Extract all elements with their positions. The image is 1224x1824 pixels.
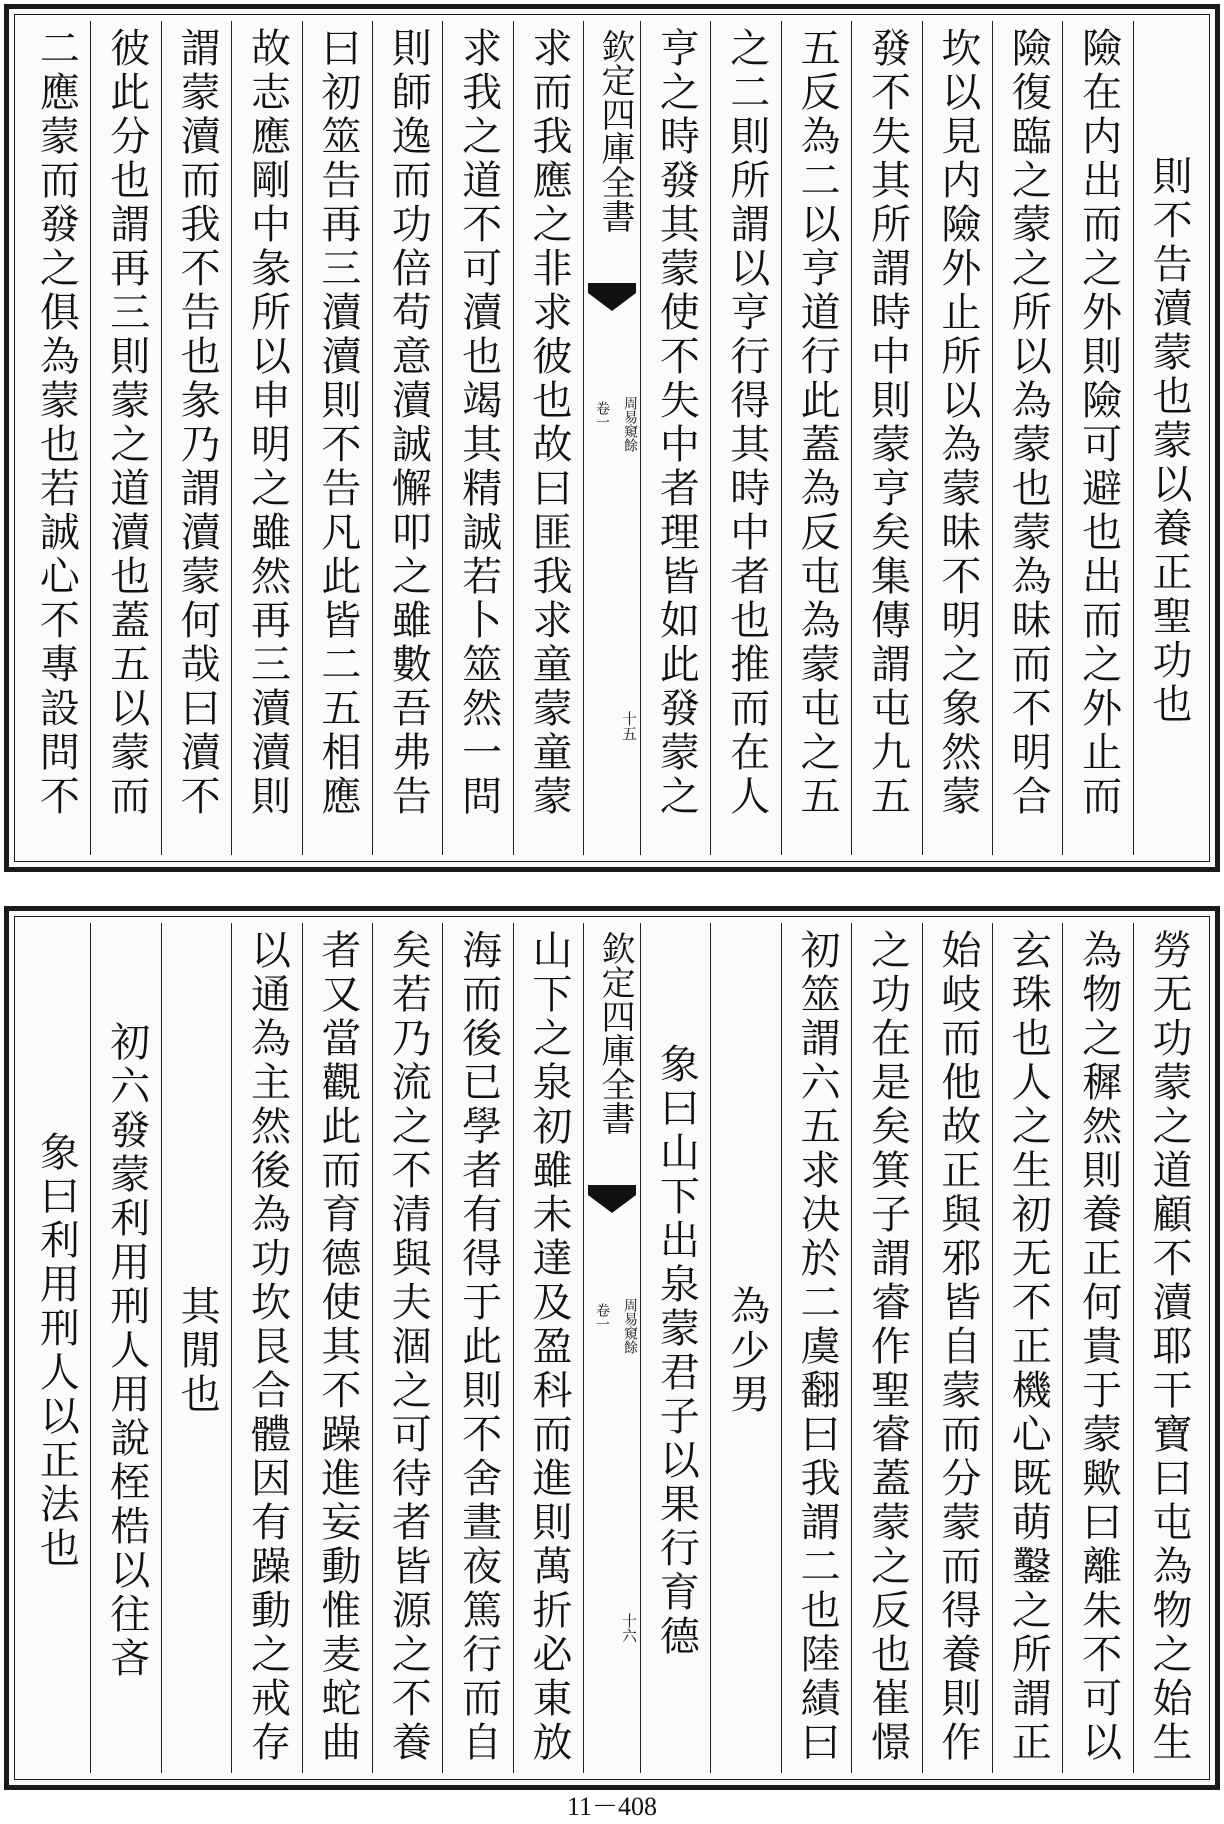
top-page-columns [21, 21, 1203, 855]
column-text: 勞无功蒙之道顧不瀆耶干寶曰屯為物之始生 [1146, 929, 1192, 1765]
text-column [1062, 21, 1132, 855]
text-column [231, 21, 301, 855]
column-text: 發不失其所謂時中則蒙亨矣集傳謂屯九五 [864, 27, 911, 819]
juan-label: 卷一 [594, 401, 610, 429]
column-text: 亨之時發其蒙使不失中者理皆如此發蒙之 [653, 27, 700, 819]
text-column [442, 923, 512, 1773]
column-text: 以通為主然後為功坎艮合體因有躁動之戒存 [244, 929, 291, 1765]
text-column [90, 21, 160, 855]
text-column [1133, 923, 1203, 1773]
text-column [992, 923, 1062, 1773]
text-column [90, 923, 160, 1773]
column-text: 彼此分也謂再三則蒙之道瀆也蓋五以蒙而 [103, 27, 150, 819]
column-text: 為少男 [723, 1285, 770, 1417]
column-text: 始岐而他故正與邪皆自蒙而分蒙而得養則作 [934, 929, 981, 1765]
column-text: 山下之泉初雖未達及盈科而進則萬折必東放 [526, 929, 572, 1765]
text-column [922, 21, 992, 855]
column-text: 曰初筮告再三瀆瀆則不告凡此皆二五相應 [314, 27, 361, 819]
column-text: 謂蒙瀆而我不告也彖乃謂瀆蒙何哉曰瀆不 [174, 27, 221, 819]
center-fold-column [583, 923, 640, 1773]
center-fold-column [583, 21, 640, 855]
column-text: 初筮謂六五求决於二虞翻曰我謂二也陸績曰 [794, 929, 841, 1765]
text-column [161, 21, 231, 855]
column-text: 則師逸而功倍苟意瀆誠懈叩之雖數吾弗告 [385, 27, 432, 819]
column-text: 為物之穉然則養正何貴于蒙歟曰離朱不可以 [1075, 929, 1122, 1765]
column-text: 其閒也 [174, 1285, 221, 1417]
text-column [21, 21, 90, 855]
text-column [302, 923, 372, 1773]
column-text: 之二則所謂以亨行得其時中者也推而在人 [723, 27, 770, 819]
column-text: 故志應剛中彖所以申明之雖然再三瀆瀆則 [244, 27, 291, 819]
text-column [21, 923, 90, 1773]
center-title: 欽定四庫全書 [595, 29, 635, 233]
bottom-page [4, 906, 1220, 1790]
column-text: 求我之道不可瀆也竭其精誠若卜筮然一問 [455, 27, 502, 819]
column-text: 矣若乃流之不清與夫涸之可待者皆源之不養 [385, 929, 432, 1765]
text-column [302, 21, 372, 855]
column-text: 坎以見内險外止所以為蒙昧不明之象然蒙 [934, 27, 981, 819]
book-title: 周易窺餘 [622, 1298, 638, 1354]
text-column [710, 923, 780, 1773]
bottom-page-columns [21, 923, 1203, 1773]
column-text: 險復臨之蒙之所以為蒙也蒙為昧而不明合 [1005, 27, 1052, 819]
text-column [372, 21, 442, 855]
text-column [922, 923, 992, 1773]
text-column [513, 923, 583, 1773]
column-text: 之功在是矣箕子謂睿作聖睿蓋蒙之反也崔憬 [864, 929, 911, 1765]
text-column [992, 21, 1062, 855]
column-text: 則不告瀆蒙也蒙以養正聖功也 [1146, 155, 1192, 727]
text-column [1062, 923, 1132, 1773]
text-column [781, 923, 851, 1773]
column-text: 海而後已學者有得于此則不舍晝夜篤行而自 [455, 929, 502, 1765]
page-number: 11－408 [566, 1792, 658, 1821]
text-column [231, 923, 301, 1773]
column-text: 險在内出而之外則險可避也出而之外止而 [1075, 27, 1122, 819]
text-column [1133, 21, 1203, 855]
column-text: 象曰利用刑人以正法也 [33, 1131, 80, 1571]
column-text: 象曰山下出泉蒙君子以果行育德 [653, 1043, 700, 1659]
text-column [640, 923, 710, 1773]
text-column [513, 21, 583, 855]
column-text: 求而我應之非求彼也故曰匪我求童蒙童蒙 [526, 27, 572, 819]
text-column [372, 923, 442, 1773]
leaf-number: 十六 [620, 1613, 638, 1643]
text-column [442, 21, 512, 855]
fishtail-ornament [588, 283, 636, 311]
column-text: 五反為二以亨道行此蓋為反屯為蒙屯之五 [794, 27, 841, 819]
juan-label: 卷一 [594, 1303, 610, 1331]
column-text: 者又當觀此而育德使其不躁進妄動惟麦蛇曲 [314, 929, 361, 1765]
column-text: 玄珠也人之生初无不正機心既萌鑿之所謂正 [1005, 929, 1052, 1765]
top-page [4, 4, 1220, 872]
leaf-number: 十五 [620, 711, 638, 741]
text-column [851, 21, 921, 855]
book-title: 周易窺餘 [622, 396, 638, 452]
text-column [640, 21, 710, 855]
column-text: 二應蒙而發之俱為蒙也若誠心不專設問不 [33, 27, 80, 819]
text-column [710, 21, 780, 855]
fishtail-ornament [588, 1185, 636, 1213]
text-column [781, 21, 851, 855]
column-text: 初六發蒙利用刑人用說桎梏以往吝 [103, 1021, 150, 1681]
text-column [851, 923, 921, 1773]
center-title: 欽定四庫全書 [595, 931, 635, 1135]
text-column [161, 923, 231, 1773]
